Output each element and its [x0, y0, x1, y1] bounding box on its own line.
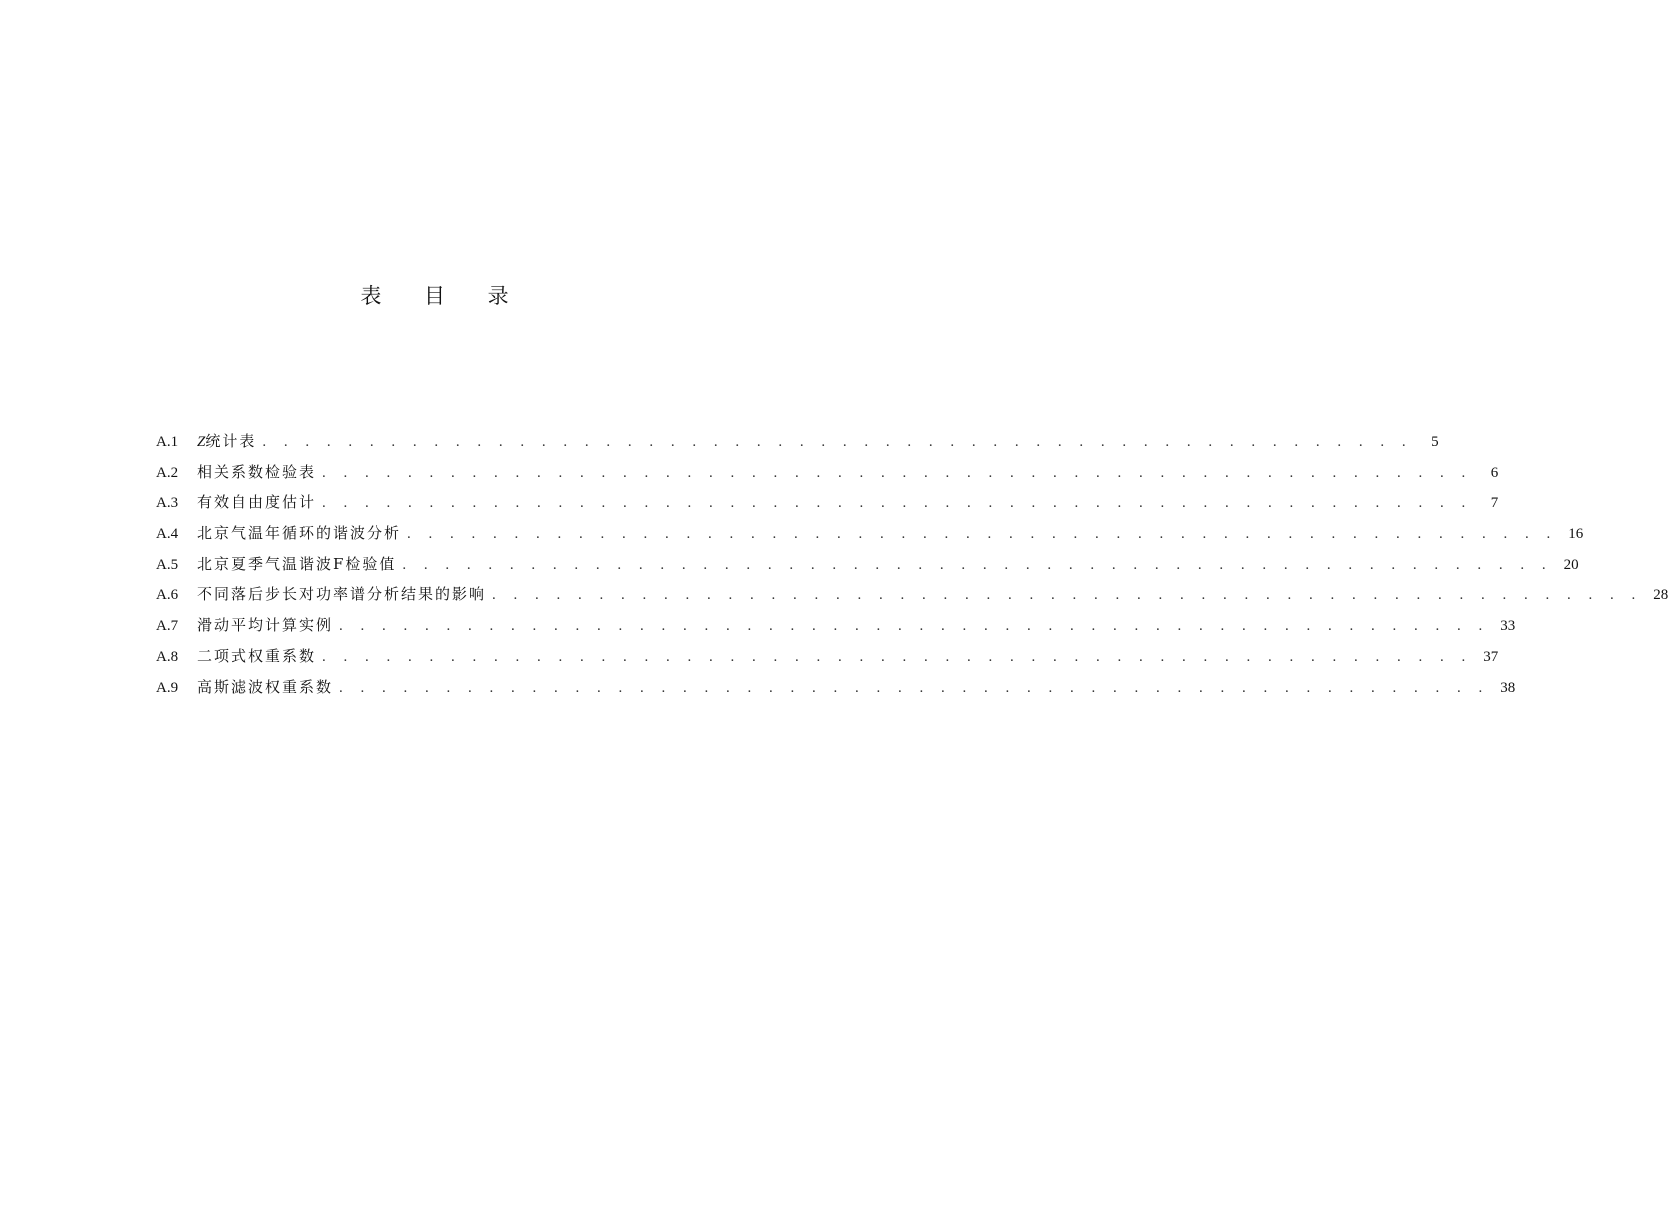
- toc-entry-number: A.1: [156, 434, 179, 450]
- toc-entry-a8[interactable]: [156, 645, 1499, 676]
- toc-leader-dots: . . . . . . . . . . . . . . . . . . . . . . . . . . . . . . . . . . . . . . . . . . . . . . . . . . . . . .: [402, 556, 1553, 573]
- toc-entry-title[interactable]: 高斯滤波权重系数: [197, 677, 334, 696]
- toc-entry-number: A.2: [156, 464, 179, 481]
- toc-leader-dots: . . . . . . . . . . . . . . . . . . . . . . . . . . . . . . . . . . . . . . . . . . . . . . . . . . . . . .: [322, 495, 1473, 512]
- toc-entry-page[interactable]: 33: [1500, 618, 1516, 635]
- toc-entry-title[interactable]: 有效自由度估计: [197, 493, 317, 512]
- toc-entry-number: A.6: [156, 587, 179, 604]
- toc-entry-number: A.4: [156, 526, 179, 543]
- toc-entry-a5[interactable]: [156, 553, 1579, 584]
- toc-entry-title[interactable]: [197, 430, 256, 451]
- toc-entry-number: A.7: [156, 618, 179, 635]
- toc-entry-page[interactable]: 7: [1490, 495, 1499, 512]
- toc-entry-page[interactable]: 16: [1568, 526, 1584, 543]
- toc-entry-title-text: 统计表: [205, 432, 257, 450]
- toc-entry-number: A.9: [156, 679, 179, 696]
- toc-entry-a9[interactable]: [156, 676, 1516, 707]
- toc-entry-page[interactable]: 5: [1431, 434, 1439, 450]
- toc-entry-title-italic: Z: [197, 434, 206, 450]
- toc-entry-title[interactable]: 滑动平均计算实例: [197, 616, 334, 635]
- list-of-tables: [156, 430, 1668, 706]
- toc-entry-a6[interactable]: [156, 583, 1668, 614]
- toc-entry-page[interactable]: 38: [1500, 679, 1516, 696]
- toc-entry-title[interactable]: 北京气温年循环的谐波分析: [197, 524, 402, 543]
- toc-entry-title[interactable]: 二项式权重系数: [197, 646, 317, 665]
- toc-entry-number: A.8: [156, 648, 179, 665]
- toc-entry-a3[interactable]: [156, 491, 1499, 522]
- toc-entry-page[interactable]: 28: [1653, 587, 1668, 604]
- toc-leader-dots: . . . . . . . . . . . . . . . . . . . . . . . . . . . . . . . . . . . . . . . . . . . . . . . . . . . . . .: [322, 648, 1473, 665]
- toc-entry-number: A.3: [156, 495, 179, 512]
- toc-leader-dots: . . . . . . . . . . . . . . . . . . . . . . . . . . . . . . . . . . . . . . . . . . . . . . . . . . . . . .: [492, 587, 1643, 604]
- toc-entry-title[interactable]: 相关系数检验表: [197, 462, 317, 481]
- toc-entry-a2[interactable]: [156, 461, 1499, 492]
- toc-entry-number: A.5: [156, 556, 179, 573]
- toc-entry-title[interactable]: 北京夏季气温谐波F检验值: [197, 554, 397, 573]
- toc-entry-title[interactable]: 不同落后步长对功率谱分析结果的影响: [197, 585, 487, 604]
- toc-entry-a4[interactable]: [156, 522, 1584, 553]
- toc-leader-dots: . . . . . . . . . . . . . . . . . . . . . . . . . . . . . . . . . . . . . . . . . . . . . . . . . . . . . .: [322, 464, 1473, 481]
- page-title: 表 目 录: [360, 284, 527, 309]
- toc-entry-page[interactable]: 6: [1490, 464, 1499, 481]
- toc-leader-dots: . . . . . . . . . . . . . . . . . . . . . . . . . . . . . . . . . . . . . . . . . . . . . . . . . . . . . .: [339, 679, 1490, 696]
- toc-entry-page[interactable]: 20: [1563, 556, 1579, 573]
- toc-leader-dots: . . . . . . . . . . . . . . . . . . . . . . . . . . . . . . . . . . . . . . . . . . . . . . . . . . . . . .: [262, 434, 1413, 450]
- toc-entry-page[interactable]: 37: [1483, 648, 1499, 665]
- toc-entry-a7[interactable]: [156, 614, 1516, 645]
- toc-entry-a1[interactable]: [156, 430, 1439, 461]
- toc-leader-dots: . . . . . . . . . . . . . . . . . . . . . . . . . . . . . . . . . . . . . . . . . . . . . . . . . . . . . .: [339, 618, 1490, 635]
- toc-leader-dots: . . . . . . . . . . . . . . . . . . . . . . . . . . . . . . . . . . . . . . . . . . . . . . . . . . . . . .: [407, 526, 1558, 543]
